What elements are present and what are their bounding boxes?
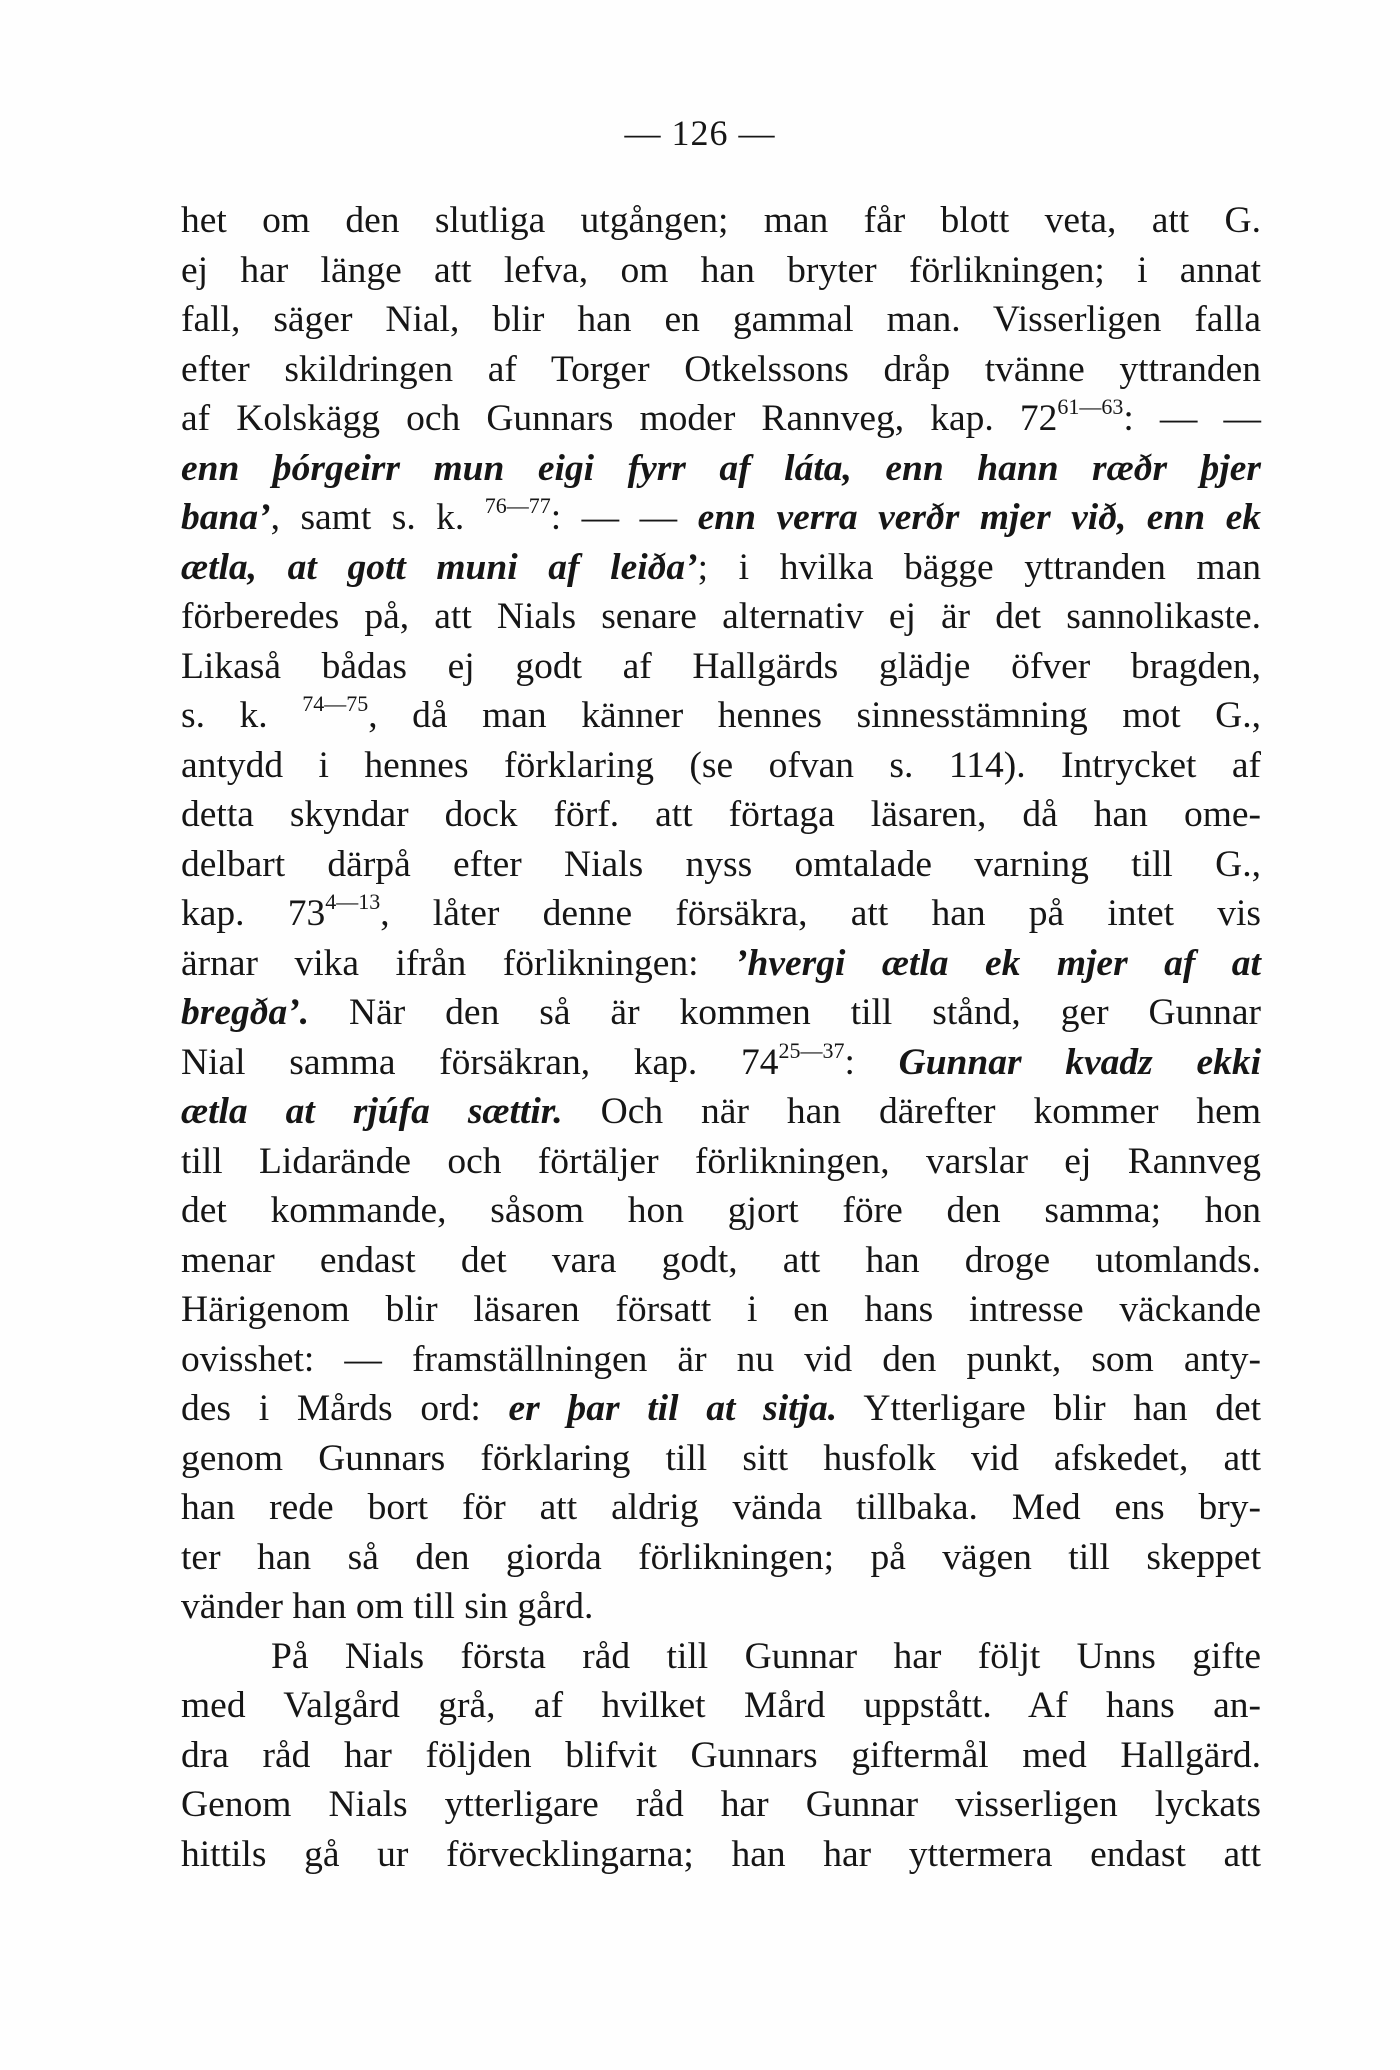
text-line [181,691,1261,741]
text-line [181,1483,1261,1533]
text-line [181,1681,1261,1731]
text-segment: Genom Nials ytterligare råd har Gunnar visserligen lyckats [181,1784,1261,1825]
text-line [181,295,1261,345]
text-line [181,345,1261,395]
text-line [181,444,1261,494]
text-line [181,1434,1261,1484]
text-segment: , samt s. k. [270,497,485,538]
text-segment: dra råd har följden blifvit Gunnars giftermål med Hallgärd. [181,1734,1261,1776]
reference-superscript: 76—77 [484,493,551,518]
body-text [181,196,1261,1879]
text-segment: hittils gå ur förvecklingarna; han har yttermera endast att [181,1833,1261,1875]
text-segment: delbart därpå efter Nials nyss omtalade varning till G., [181,843,1261,885]
text-segment: Nial samma försäkran, kap. 74 [181,1041,779,1083]
text-segment: På Nials första råd till Gunnar har följt Unns gifte [271,1635,1261,1677]
text-line [181,642,1261,692]
reference-superscript: 4—13 [325,889,381,914]
reference-superscript: 74—75 [302,691,369,716]
text-segment: Och när han därefter kommer hem [562,1091,1261,1132]
text-line [181,1186,1261,1236]
text-segment: efter skildringen af Torger Otkelssons dråp tvänne yttranden [181,348,1261,390]
text-segment: Likaså bådas ej godt af Hallgärds glädje öfver bragden, [181,645,1261,687]
text-segment: : — — [1123,398,1262,439]
text-line [181,1236,1261,1286]
text-segment: fall, säger Nial, blir han en gammal man. Visserligen falla [181,299,1261,340]
old-norse-quote: bana’ [181,497,271,538]
text-segment: vänder han om till sin gård. [181,1586,594,1627]
text-segment: detta skyndar dock förf. att förtaga läsaren, då han ome- [181,794,1261,835]
text-line [181,889,1261,939]
text-line [181,246,1261,296]
text-segment: det kommande, såsom hon gjort före den samma; hon [181,1190,1261,1231]
text-segment: het om den slutliga utgången; man får blott veta, att G. [181,200,1261,241]
page-number: — 126 — [624,113,776,153]
text-line [181,1731,1261,1781]
text-segment: till Lidarände och förtäljer förlikningen, varslar ej Rannveg [181,1140,1261,1182]
text-line [181,1830,1261,1880]
text-line [181,543,1261,593]
text-segment: menar endast det vara godt, att han droge utomlands. [181,1239,1261,1281]
text-segment: , då man känner hennes sinnesstämning mot G., [368,695,1262,736]
text-line [181,493,1261,543]
old-norse-quote: ’hvergi ætla ek mjer af at [735,942,1261,984]
text-line [181,988,1261,1038]
text-line [181,939,1261,989]
text-line [181,592,1261,642]
text-segment: : [844,1041,899,1083]
text-line [181,1137,1261,1187]
text-segment: Härigenom blir läsaren försatt i en hans intresse väckande [181,1289,1261,1330]
text-segment: : — — [550,497,698,538]
text-segment: , låter denne försäkra, att han på intet vis [380,893,1261,934]
text-segment: ter han så den giorda förlikningen; på vägen till skeppet [181,1536,1261,1578]
text-segment: genom Gunnars förklaring till sitt husfolk vid afskedet, att [181,1437,1261,1479]
text-line [181,840,1261,890]
reference-superscript: 25—37 [778,1037,845,1063]
text-line [181,394,1261,444]
old-norse-quote: Gunnar kvadz ekki [898,1041,1262,1083]
old-norse-quote: enn þórgeirr mun eigi fyrr af láta, enn hann ræðr þjer [181,447,1261,489]
text-segment: ; i hvilka bägge yttranden man [697,546,1261,588]
text-line [181,1632,1261,1682]
text-segment: antydd i hennes förklaring (se ofvan s. 114). Intrycket af [181,744,1261,786]
old-norse-quote: enn verra verðr mjer við, enn ek [697,497,1262,538]
old-norse-quote: er þar til at sitja. [508,1388,838,1429]
old-norse-quote: ætla, at gott muni af leiða’ [181,546,698,588]
old-norse-quote: bregða’. [181,992,310,1033]
text-segment: ärnar vika ifrån förlikningen: [181,942,735,984]
text-segment: des i Mårds ord: [181,1388,509,1429]
text-segment: förberedes på, att Nials senare alternativ ej är det sannolikaste. [181,596,1261,637]
text-line [181,1780,1261,1830]
text-line [181,1533,1261,1583]
text-line [181,1335,1261,1385]
text-line [181,1384,1261,1434]
text-segment: När den så är kommen till stånd, ger Gunnar [309,992,1261,1033]
text-line [181,741,1261,791]
text-segment: af Kolskägg och Gunnars moder Rannveg, kap. 72 [181,398,1058,439]
reference-superscript: 61—63 [1057,394,1124,419]
paragraph [181,1632,1261,1880]
text-segment: s. k. [181,695,303,736]
text-segment: ej har länge att lefva, om han bryter förlikningen; i annat [181,249,1261,291]
text-segment: kap. 73 [181,893,326,934]
text-line [181,1087,1261,1137]
text-segment: han rede bort för att aldrig vända tillbaka. Med ens bry- [181,1487,1261,1528]
text-segment: ovisshet: — framställningen är nu vid den punkt, som anty- [181,1338,1261,1380]
text-line [181,790,1261,840]
text-line [181,196,1261,246]
paragraph [181,196,1261,1632]
text-line [181,1038,1261,1088]
text-segment: med Valgård grå, af hvilket Mård uppstått. Af hans an- [181,1685,1261,1726]
text-segment: Ytterligare blir han det [837,1388,1262,1429]
old-norse-quote: ætla at rjúfa sættir. [181,1091,563,1132]
text-line [181,1582,1261,1632]
text-line [181,1285,1261,1335]
